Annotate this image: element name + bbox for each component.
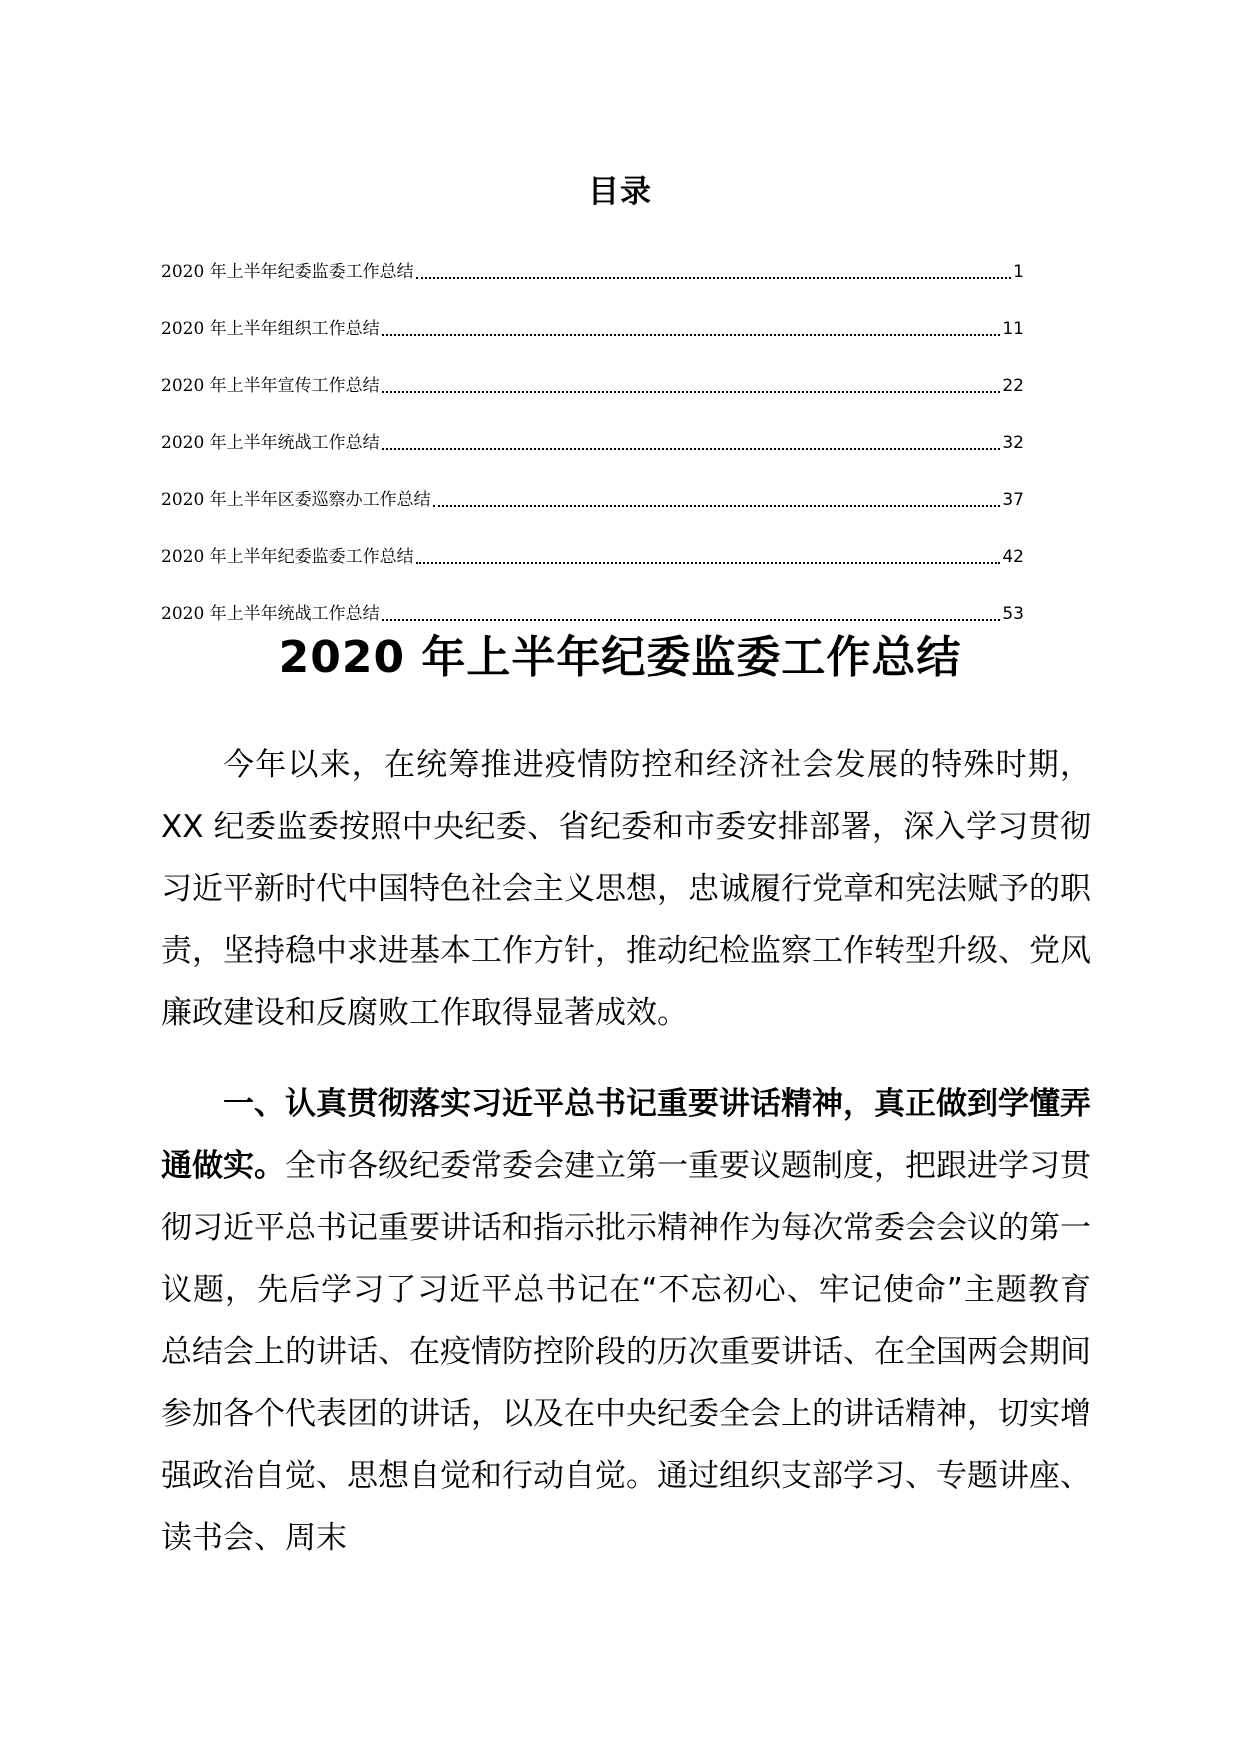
toc-entry-label: 2020 年上半年统战工作总结 — [161, 433, 380, 453]
toc-leader-dots — [433, 505, 1001, 507]
toc-leader-dots — [382, 448, 1001, 450]
toc-entry[interactable] — [161, 456, 1024, 513]
toc-entry-page: 22 — [1002, 376, 1024, 396]
document-title: 2020 年上半年纪委监委工作总结 — [278, 632, 962, 683]
toc-entry-label: 2020 年上半年宣传工作总结 — [161, 376, 380, 396]
toc-entry[interactable] — [161, 399, 1024, 456]
body-paragraph: 今年以来，在统筹推进疫情防控和经济社会发展的特殊时期，XX 纪委监委按照中央纪委、省纪委和市委安排部署，深入学习贯彻习近平新时代中国特色社会主义思想，忠诚履行党章和宪法赋予的职责，坚持稳中求进基本工作方针，推动纪检监察工作转型升级、党风廉政建设和反腐败工作取得显著成效。 — [161, 747, 1091, 1031]
section-body: 全市各级纪委常委会建立第一重要议题制度，把跟进学习贯彻习近平总书记重要讲话和指示批示精神作为每次常委会会议的第一议题，先后学习了习近平总书记在“不忘初心、牢记使命”主题教育总结会上的讲话、在疫情防控阶段的历次重要讲话、在全国两会期间参加各个代表团的讲话，以及在中央纪委全会上的讲话精神，切实增强政治自觉、思想自觉和行动自觉。通过组织支部学习、专题讲座、读书会、周末 — [161, 1148, 1091, 1556]
toc-entry-page: 42 — [1002, 547, 1024, 567]
toc-leader-dots — [382, 334, 1001, 336]
toc-entry[interactable] — [161, 570, 1024, 627]
toc-entry-page: 37 — [1002, 490, 1024, 510]
toc-entry-label: 2020 年上半年区委巡察办工作总结 — [161, 490, 431, 510]
toc-entry-page: 11 — [1002, 319, 1024, 339]
section-heading: 一、认真贯彻落实习近平总书记重要讲话精神，真正做到学懂弄通做实。 — [161, 1086, 1091, 1184]
toc-title: 目录 — [588, 174, 652, 210]
toc-entry[interactable] — [161, 342, 1024, 399]
toc-entry-page: 1 — [1013, 262, 1024, 282]
toc-entry-label: 2020 年上半年组织工作总结 — [161, 319, 380, 339]
toc-entry-page: 32 — [1002, 433, 1024, 453]
toc-entry-page: 53 — [1002, 604, 1024, 624]
toc-leader-dots — [416, 562, 1001, 564]
toc-entry[interactable] — [161, 513, 1024, 570]
toc-entry[interactable] — [161, 228, 1024, 285]
body-paragraph — [161, 1073, 1091, 1569]
toc-entry-label: 2020 年上半年纪委监委工作总结 — [161, 262, 414, 282]
toc-entry-label: 2020 年上半年统战工作总结 — [161, 604, 380, 624]
toc-leader-dots — [382, 619, 1001, 621]
toc-entry[interactable] — [161, 285, 1024, 342]
toc-entry-label: 2020 年上半年纪委监委工作总结 — [161, 547, 414, 567]
toc-leader-dots — [382, 391, 1001, 393]
table-of-contents — [161, 228, 1024, 627]
toc-leader-dots — [416, 277, 1012, 279]
